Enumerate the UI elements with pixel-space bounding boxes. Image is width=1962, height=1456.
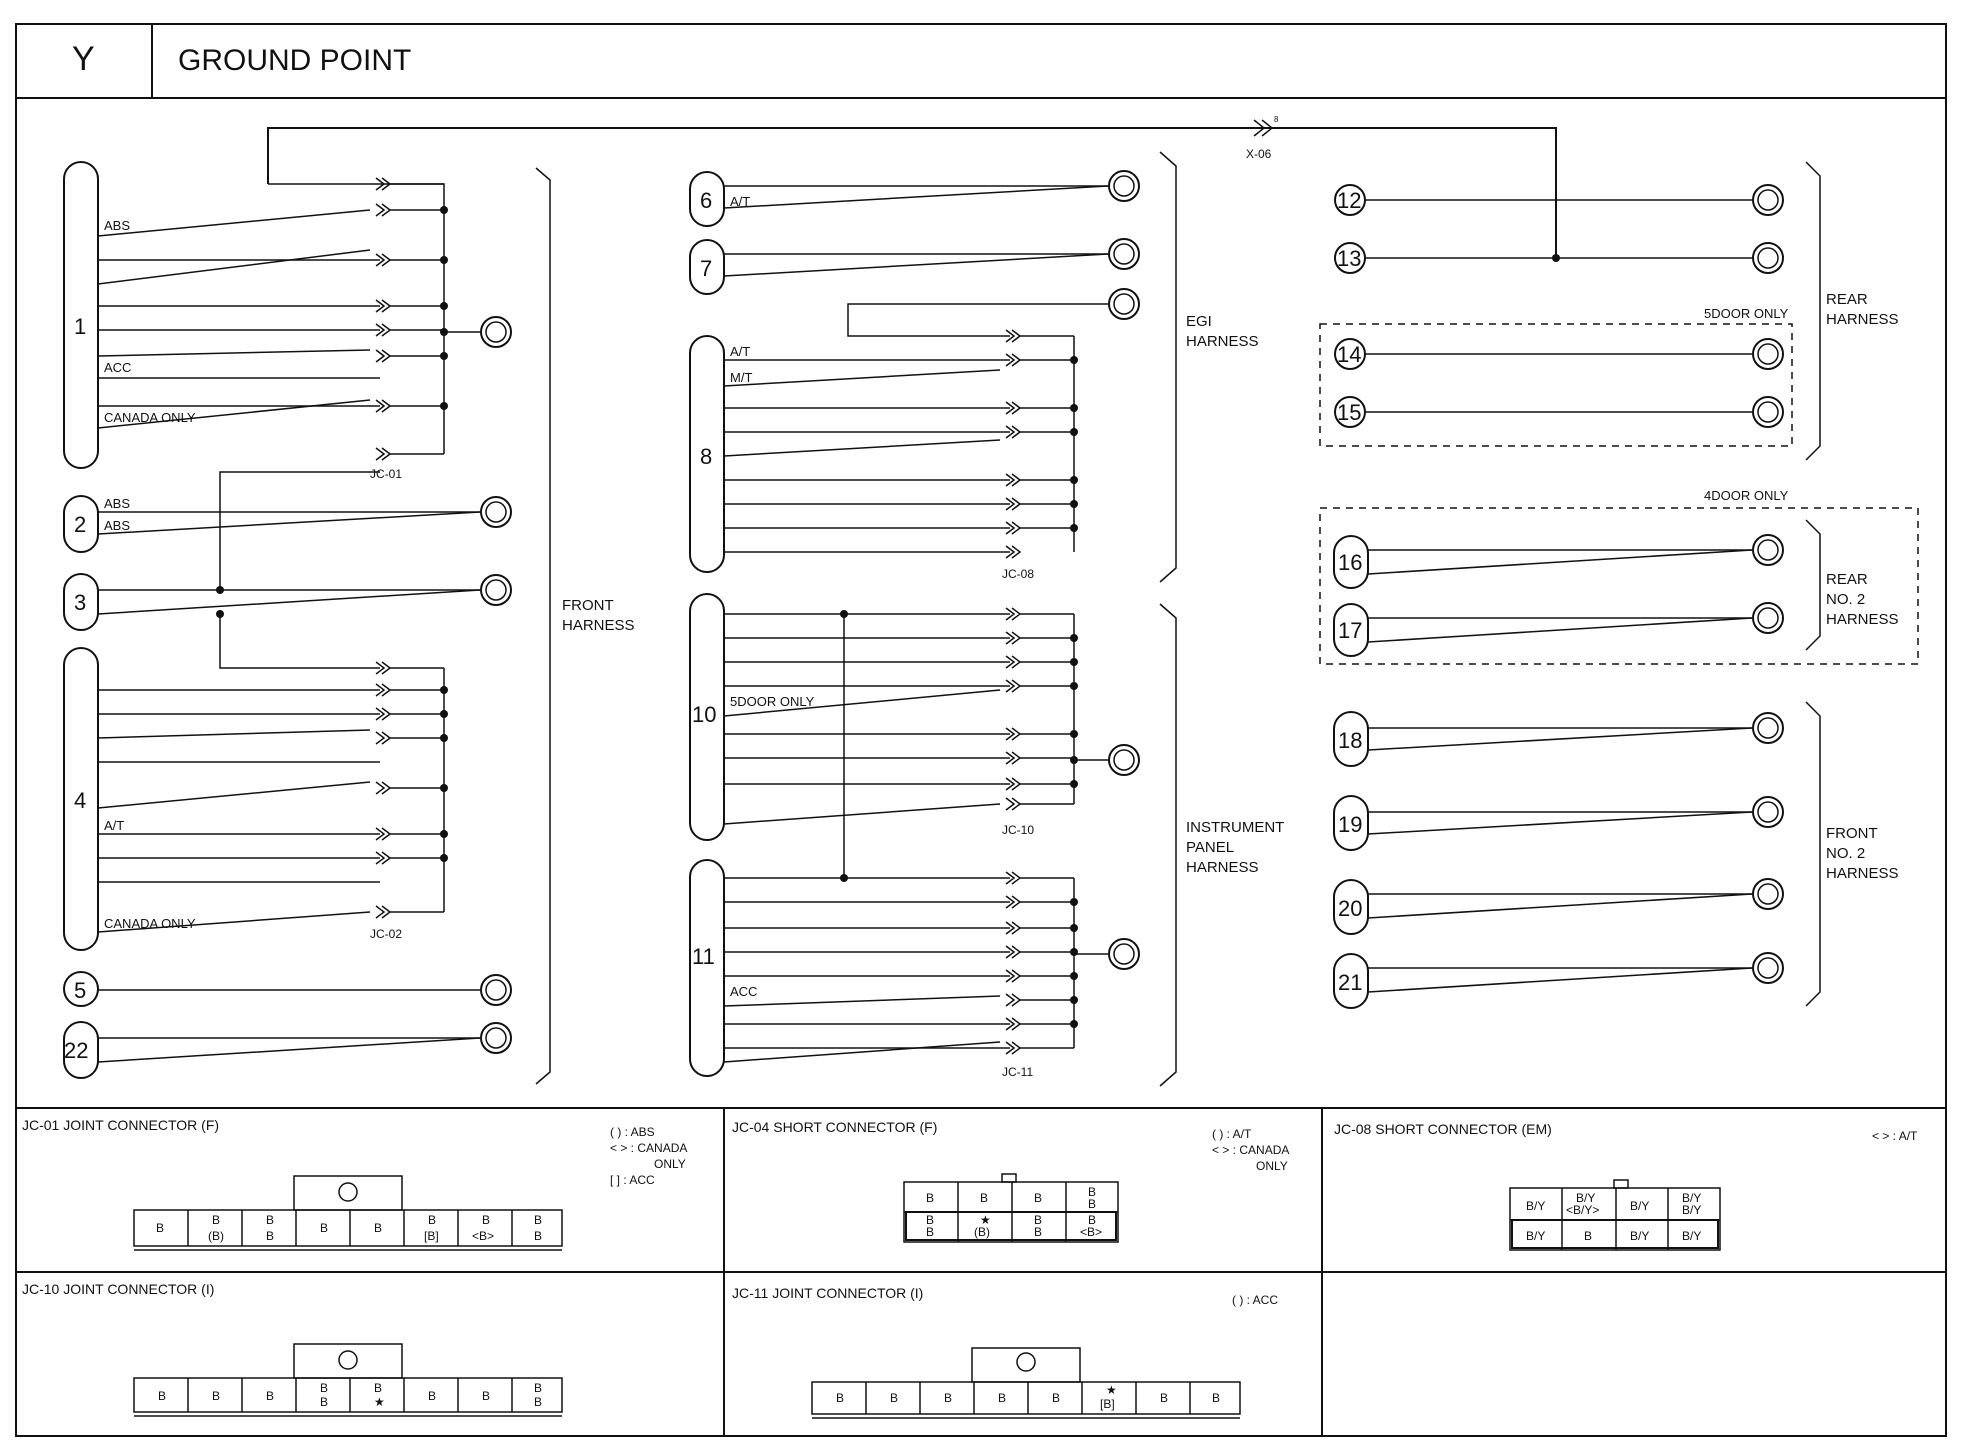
harness-label: NO. 2 [1826,845,1866,862]
connector-pin: B [926,1191,935,1205]
connector-pin: B [374,1221,383,1235]
connector-legend: ( ) : ABS [610,1125,655,1139]
instrument-harness-bracket [1160,604,1176,1086]
connector-jc01 [134,1176,562,1250]
x06-label: X-06 [1246,147,1272,161]
connector-legend: [ ] : ACC [610,1173,655,1187]
five-door-note: 5DOOR ONLY [1704,306,1789,321]
connector-pin: B [482,1213,491,1227]
connector-jc11 [812,1348,1240,1418]
ground-group-8 [690,289,1139,572]
connector-pin: B [374,1381,383,1395]
rear2-harness-bracket [1806,520,1820,650]
x06-pin: 8 [1274,115,1279,124]
wire-label-canada: CANADA ONLY [104,410,196,425]
top-routing-line [268,120,1556,256]
connector-pin: B [428,1389,437,1403]
ground-group-16 [1334,535,1783,588]
connector-pin: (B) [974,1225,990,1239]
ground-group-21 [1334,953,1783,1008]
ground-group-20 [1334,879,1783,934]
connector-pin: B [266,1213,275,1227]
connector-jc10 [134,1344,562,1416]
ground-group-14 [1335,339,1783,369]
ground-number: 12 [1337,188,1362,213]
ground-number: 2 [74,512,87,537]
connector-legend: ONLY [1256,1159,1288,1173]
ground-number: 10 [692,702,717,727]
ground-number: 18 [1338,728,1363,753]
harness-label: HARNESS [1826,611,1899,628]
connector-pin: B [534,1213,543,1227]
front2-harness-bracket [1806,702,1820,1006]
connector-pin: <B> [1080,1225,1103,1239]
harness-label: INSTRUMENT [1186,819,1285,836]
wire-label-abs: ABS [104,518,131,533]
connector-pin: B [266,1389,275,1403]
connector-title-jc10: JC-10 JOINT CONNECTOR (I) [22,1281,215,1297]
five-door-box [1320,324,1792,446]
connector-pin: [B] [1100,1397,1115,1411]
joint-label-jc11: JC-11 [1002,1065,1034,1079]
ground-number: 22 [64,1038,89,1063]
ground-group-19 [1334,796,1783,850]
star-icon: ★ [980,1213,991,1227]
connector-pin: B/Y [1576,1191,1596,1205]
harness-label: HARNESS [1186,333,1259,350]
connector-legend: ( ) : A/T [1212,1127,1252,1141]
connector-pin: B [1034,1191,1043,1205]
rear-harness-bracket [1806,162,1820,460]
ground-group-10 [690,594,1139,878]
ground-number: 3 [74,590,87,615]
ground-group-3 [64,472,511,668]
connector-pin: B [482,1389,491,1403]
connector-title-jc08: JC-08 SHORT CONNECTOR (EM) [1334,1121,1552,1137]
connector-pin: B [212,1213,221,1227]
connector-pin: B [428,1213,437,1227]
connector-pin: B [158,1389,167,1403]
joint-label-jc08: JC-08 [1002,567,1035,581]
ground-number: 5 [74,978,87,1003]
connector-pin: B [944,1391,953,1405]
page-title: GROUND POINT [178,44,412,77]
egi-harness-bracket [1160,152,1176,582]
ground-number: 21 [1338,970,1363,995]
ground-group-7 [690,239,1139,294]
section-letter: Y [72,40,95,78]
connector-pin: B [998,1391,1007,1405]
ground-group-17 [1334,603,1783,656]
connector-title-jc01: JC-01 JOINT CONNECTOR (F) [22,1117,220,1133]
connector-pin: B [1584,1229,1593,1243]
connector-pin: B [926,1213,935,1227]
ground-group-11 [690,860,1139,1076]
joint-crimp-marks [376,178,1020,1054]
connector-pin: B [1052,1391,1061,1405]
ground-number: 15 [1337,400,1362,425]
harness-label: EGI [1186,313,1212,330]
connector-pin: B [266,1229,275,1243]
connector-pin: B [1088,1213,1097,1227]
harness-label: REAR [1826,291,1868,308]
wire-label-at: A/T [104,818,125,833]
harness-label: HARNESS [1186,859,1259,876]
connector-pin: B/Y [1526,1229,1546,1243]
ground-number: 6 [700,188,713,213]
connector-pin: B [1088,1185,1097,1199]
ground-group-22 [64,1022,511,1078]
ground-group-6 [690,171,1139,226]
connector-pin: B [1160,1391,1169,1405]
connector-pin: B [890,1391,899,1405]
ground-number: 17 [1338,618,1363,643]
connector-pin: B [836,1391,845,1405]
connector-pin: B/Y [1526,1199,1546,1213]
harness-label: FRONT [1826,825,1878,842]
front-harness-bracket [536,168,550,1084]
joint-label-jc10: JC-10 [1002,823,1035,837]
connector-pin: B [320,1395,329,1409]
ground-group-2 [64,496,511,552]
wire-label-abs: ABS [104,496,131,511]
harness-label: HARNESS [562,617,635,634]
ground-group-18 [1334,712,1783,766]
connector-pin: B/Y [1682,1191,1702,1205]
harness-label: PANEL [1186,839,1235,856]
harness-label: REAR [1826,571,1868,588]
connector-pin: <B/Y> [1566,1203,1600,1217]
connector-pin: (B) [208,1229,224,1243]
connector-pin: B [980,1191,989,1205]
ground-number: 11 [692,944,715,969]
connector-pin: B [1034,1225,1043,1239]
harness-label: HARNESS [1826,865,1899,882]
ground-number: 4 [74,788,87,813]
ground-group-13 [1335,243,1783,273]
joint-label-jc02: JC-02 [370,927,403,941]
harness-label: FRONT [562,597,614,614]
connector-pin: B [534,1229,543,1243]
wire-label-acc: ACC [104,360,132,375]
harness-label: HARNESS [1826,311,1899,328]
connector-legend: < > : CANADA [610,1141,688,1155]
connector-pin: B/Y [1630,1229,1650,1243]
ground-group-15 [1335,397,1783,427]
ground-number: 8 [700,444,713,469]
wire-label-mt: M/T [730,370,753,385]
ground-number: 13 [1337,246,1362,271]
connector-pin: B [1212,1391,1221,1405]
wire-label-abs: ABS [104,218,131,233]
connector-pin: B/Y [1630,1199,1650,1213]
connector-legend: ( ) : ACC [1232,1293,1279,1307]
connector-title-jc04: JC-04 SHORT CONNECTOR (F) [732,1119,938,1135]
connector-pin: B [534,1395,543,1409]
connector-pin: B [320,1221,329,1235]
connector-pin: B [1034,1213,1043,1227]
ground-number: 1 [74,314,87,339]
connector-pin: B [926,1225,935,1239]
connector-pin: B [534,1381,543,1395]
connector-legend: ONLY [654,1157,686,1171]
ground-number: 20 [1338,896,1363,921]
ground-group-12 [1335,185,1783,215]
connector-pin: B/Y [1682,1229,1702,1243]
wire-label-5door: 5DOOR ONLY [730,694,815,709]
star-icon: ★ [374,1395,385,1409]
wire-label-at: A/T [730,344,751,359]
wire-label-at: A/T [730,194,751,209]
connector-pin: [B] [424,1229,439,1243]
four-door-note: 4DOOR ONLY [1704,488,1789,503]
connector-legend: < > : CANADA [1212,1143,1290,1157]
connector-pin: B [156,1221,165,1235]
connector-pin: B/Y [1682,1203,1702,1217]
connector-legend: < > : A/T [1872,1129,1918,1143]
ground-number: 7 [700,256,713,281]
wire-label-acc: ACC [730,984,758,999]
star-icon: ★ [1106,1383,1117,1397]
connector-pin: B [1088,1197,1097,1211]
connector-pin: B [212,1389,221,1403]
ground-group-5 [64,972,511,1006]
ground-number: 19 [1338,812,1363,837]
connector-pin: B [320,1381,329,1395]
harness-label: NO. 2 [1826,591,1866,608]
ground-number: 14 [1337,342,1362,367]
connector-pin: <B> [472,1229,495,1243]
connector-title-jc11: JC-11 JOINT CONNECTOR (I) [732,1285,924,1301]
wire-label-canada: CANADA ONLY [104,916,196,931]
joint-label-jc01: JC-01 [370,467,403,481]
ground-number: 16 [1338,550,1363,575]
ground-group-4 [64,648,448,950]
